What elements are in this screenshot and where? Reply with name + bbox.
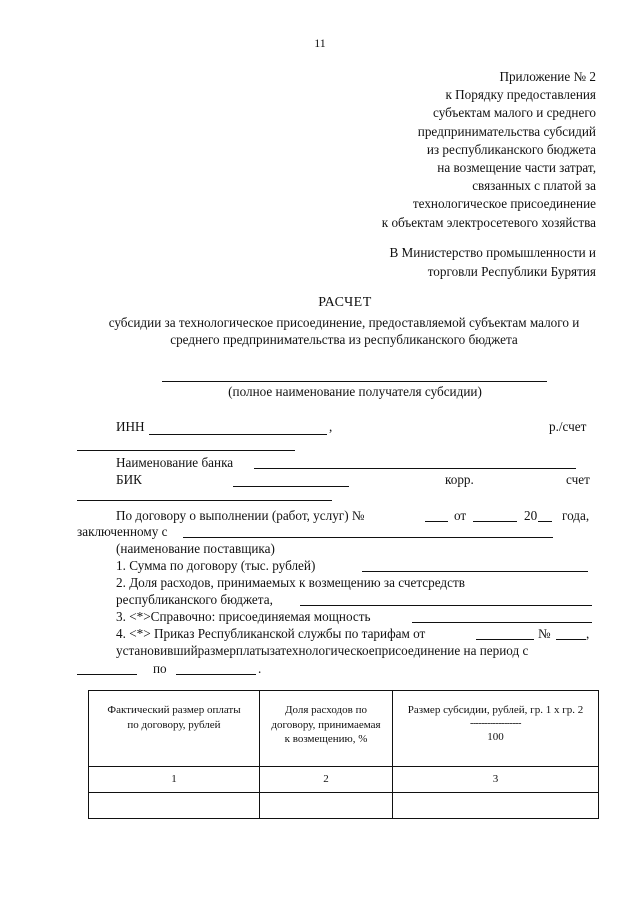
column-number-3: 3: [393, 767, 599, 793]
appendix-line: к Порядку предоставления: [445, 87, 596, 103]
table-row: [89, 793, 599, 819]
bank-name-field[interactable]: [254, 468, 576, 469]
column-number-1: 1: [89, 767, 260, 793]
appendix-line: к объектам электросетевого хозяйства: [381, 214, 596, 230]
bank-name-label: Наименование банка: [116, 455, 234, 470]
period-to-field[interactable]: [176, 674, 256, 675]
item-2-field[interactable]: [300, 605, 592, 606]
recipient-caption: (полное наименование получателя субсидии): [228, 384, 482, 399]
inn-field[interactable]: [149, 434, 327, 435]
addressee-line: торговли Республики Бурятия: [427, 263, 596, 279]
appendix-line: субъектам малого и среднего: [433, 105, 596, 121]
item-4-label-cont: установившийразмерплатызатехнологическоеприсоединение на период с: [116, 643, 529, 658]
fraction-line: ------------------: [470, 717, 521, 729]
recipient-line[interactable]: [162, 381, 547, 382]
appendix-block: [276, 68, 596, 232]
appendix-line: связанных с платой за: [472, 178, 596, 194]
supplier-field[interactable]: [183, 537, 553, 538]
appendix-line: предпринимательства субсидий: [417, 123, 596, 139]
period-dot: .: [258, 661, 262, 676]
addressee-line: В Министерство промышленности и: [389, 245, 596, 260]
table-header-row: [89, 691, 599, 767]
item-4-number-field[interactable]: [556, 639, 586, 640]
item-1-field[interactable]: [362, 571, 588, 572]
contract-number-field[interactable]: [425, 521, 448, 522]
corr-label: корр.: [445, 472, 474, 487]
addressee-block: [276, 244, 596, 281]
inn-label: ИНН: [116, 419, 145, 434]
supplier-caption: (наименование поставщика): [116, 541, 275, 556]
table-cell-input[interactable]: [393, 793, 599, 819]
contract-date-field[interactable]: [473, 521, 517, 522]
item-4-label: 4. <*> Приказ Республиканской службы по тарифам от: [116, 626, 426, 641]
contract-label: По договору о выполнении (работ, услуг) №: [116, 508, 365, 523]
corr-account-field[interactable]: [77, 500, 332, 501]
contract-year-suffix: года,: [562, 508, 590, 523]
header-subsidy-label: Размер субсидии, рублей, гр. 1 х гр. 2: [407, 704, 584, 716]
item-4-date-field[interactable]: [476, 639, 534, 640]
account-field[interactable]: [77, 450, 295, 451]
corr-account-label: счет: [566, 472, 590, 487]
period-to-label: по: [153, 661, 167, 676]
header-subsidy-size: [393, 691, 599, 767]
page-number: 11: [314, 36, 326, 50]
bik-label: БИК: [116, 472, 142, 487]
concluded-with-label: заключенному с: [77, 524, 168, 539]
period-from-field[interactable]: [77, 674, 137, 675]
item-3-label: 3. <*>Справочно: присоединяемая мощность: [116, 609, 371, 624]
contract-year-field[interactable]: [538, 521, 552, 522]
table-cell-input[interactable]: [260, 793, 393, 819]
contract-year-label: 20: [524, 508, 538, 523]
document-subtitle: субсидии за технологическое присоединение, предоставляемой субъектам малого и среднего предпринимательства из республиканского бюджета: [108, 315, 580, 347]
header-share-percent: Доля расходов по договору, принимаемая к возмещению, %: [260, 691, 393, 767]
item-3-field[interactable]: [412, 622, 592, 623]
calculation-table: [88, 690, 599, 819]
appendix-line: из республиканского бюджета: [426, 141, 596, 157]
column-number-2: 2: [260, 767, 393, 793]
header-actual-payment: Фактический размер оплаты по договору, рублей: [89, 691, 260, 767]
bik-field[interactable]: [233, 486, 349, 487]
appendix-line: Приложение № 2: [499, 69, 596, 84]
item-2-label: 2. Доля расходов, принимаемых к возмещению за счетсредств: [116, 575, 465, 590]
fraction-denominator: 100: [487, 730, 504, 743]
appendix-line: на возмещение части затрат,: [437, 160, 596, 176]
item-4-number-label: №: [538, 626, 551, 641]
table-cell-input[interactable]: [89, 793, 260, 819]
appendix-line: технологическое присоединение: [412, 196, 596, 212]
item-2-label-cont: республиканского бюджета,: [116, 592, 273, 607]
item-4-comma: ,: [586, 626, 590, 641]
document-title: РАСЧЕТ: [318, 295, 372, 310]
item-1-label: 1. Сумма по договору (тыс. рублей): [116, 558, 316, 573]
account-label: р./счет: [549, 419, 587, 434]
table-row: [89, 767, 599, 793]
contract-from-label: от: [454, 508, 467, 523]
